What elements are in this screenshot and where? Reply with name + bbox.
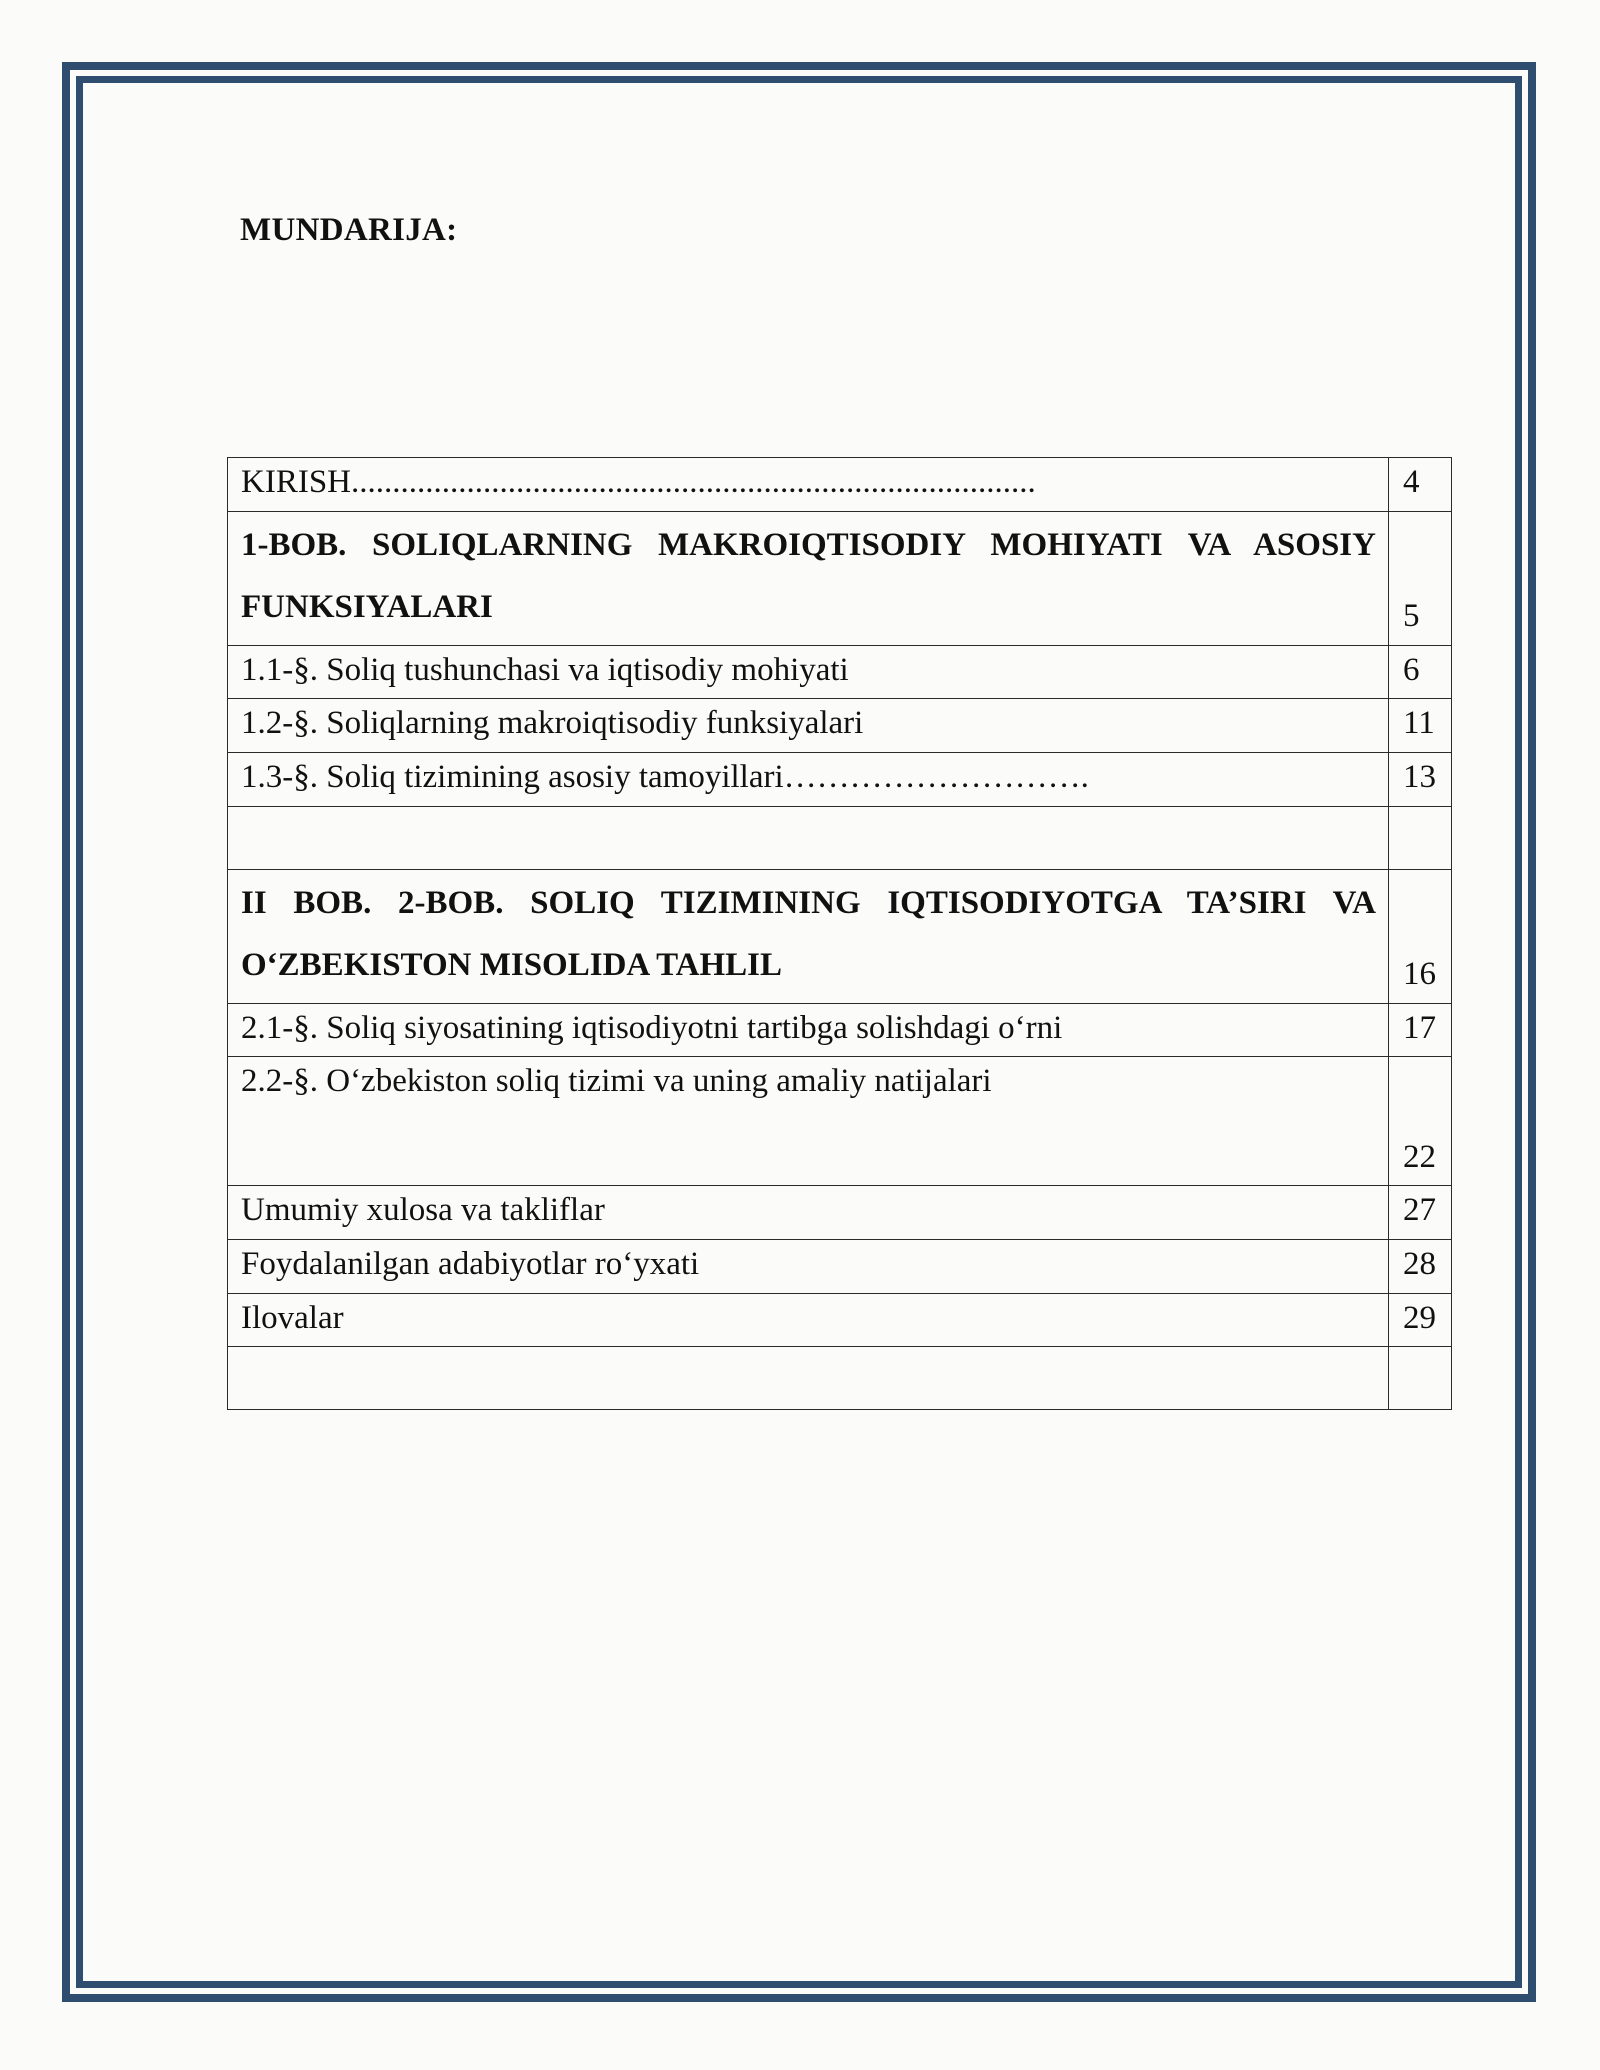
toc-page-number: 29 xyxy=(1389,1293,1452,1347)
toc-chapter-label: 1-BOB. SOLIQLARNING MAKROIQTISODIY MOHIYATI VA ASOSIY FUNKSIYALARI xyxy=(228,511,1389,645)
toc-page-number: 22 xyxy=(1389,1057,1452,1186)
table-of-contents xyxy=(227,457,1452,1410)
toc-row-blank xyxy=(228,806,1452,869)
toc-page-number: 27 xyxy=(1389,1186,1452,1240)
toc-entry-label: Foydalanilgan adabiyotlar ro‘yxati xyxy=(228,1240,1389,1294)
toc-page-number: 11 xyxy=(1389,699,1452,753)
toc-row-section-1-1 xyxy=(228,645,1452,699)
toc-row-section-2-2 xyxy=(228,1057,1452,1186)
toc-row-conclusion xyxy=(228,1186,1452,1240)
toc-row-section-1-3 xyxy=(228,753,1452,807)
toc-empty-cell xyxy=(1389,806,1452,869)
toc-page-number: 16 xyxy=(1389,869,1452,1003)
page-title: MUNDARIJA: xyxy=(240,212,458,248)
toc-entry-label: Ilovalar xyxy=(228,1293,1389,1347)
toc-row-blank xyxy=(228,1347,1452,1410)
toc-entry-label: KIRISH................................................................................... xyxy=(228,458,1389,512)
toc-entry-label: 1.3-§. Soliq tizimining asosiy tamoyillari………………………. xyxy=(228,753,1389,807)
toc-page-number: 5 xyxy=(1389,511,1452,645)
toc-chapter-label: II BOB. 2-BOB. SOLIQ TIZIMINING IQTISODIYOTGA TA’SIRI VA O‘ZBEKISTON MISOLIDA TAHLIL xyxy=(228,869,1389,1003)
toc-page-number: 4 xyxy=(1389,458,1452,512)
toc-entry-label: 1.2-§. Soliqlarning makroiqtisodiy funksiyalari xyxy=(228,699,1389,753)
toc-entry-label: 2.2-§. O‘zbekiston soliq tizimi va uning amaliy natijalari xyxy=(228,1057,1389,1186)
toc-entry-label: Umumiy xulosa va takliflar xyxy=(228,1186,1389,1240)
toc-row-section-2-1 xyxy=(228,1003,1452,1057)
toc-page-number: 28 xyxy=(1389,1240,1452,1294)
toc-empty-cell xyxy=(228,1347,1389,1410)
toc-page-number: 13 xyxy=(1389,753,1452,807)
toc-entry-label: 1.1-§. Soliq tushunchasi va iqtisodiy mohiyati xyxy=(228,645,1389,699)
toc-empty-cell xyxy=(1389,1347,1452,1410)
toc-page-number: 17 xyxy=(1389,1003,1452,1057)
toc-row-chapter-2 xyxy=(228,869,1452,1003)
toc-page-number: 6 xyxy=(1389,645,1452,699)
toc-row-kirish xyxy=(228,458,1452,512)
toc-row-section-1-2 xyxy=(228,699,1452,753)
toc-row-appendices xyxy=(228,1293,1452,1347)
toc-entry-label: 2.1-§. Soliq siyosatining iqtisodiyotni tartibga solishdagi o‘rni xyxy=(228,1003,1389,1057)
toc-row-chapter-1 xyxy=(228,511,1452,645)
toc-empty-cell xyxy=(228,806,1389,869)
toc-row-references xyxy=(228,1240,1452,1294)
